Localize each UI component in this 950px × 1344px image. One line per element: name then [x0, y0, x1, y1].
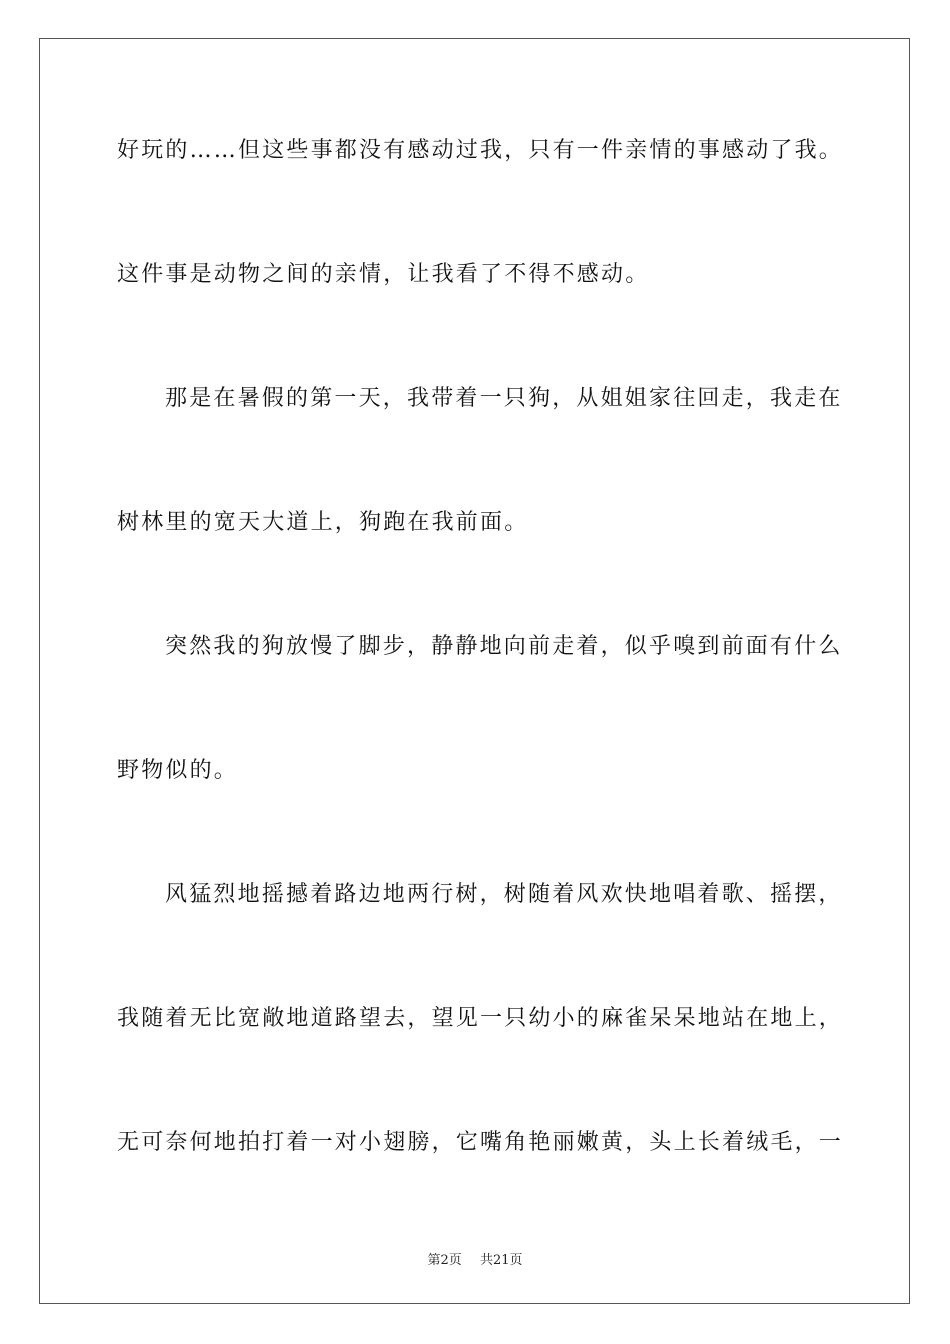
page-count: 共21页	[479, 1253, 523, 1268]
body-text-line: 那是在暑假的第一天，我带着一只狗，从姐姐家往回走，我走在	[165, 386, 843, 411]
page-footer	[0, 1249, 950, 1268]
body-text-line: 这件事是动物之间的亲情，让我看了不得不感动。	[117, 262, 650, 287]
body-text-line: 野物似的。	[117, 758, 239, 783]
page-border	[39, 38, 910, 1304]
body-text-line: 树林里的宽天大道上，狗跑在我前面。	[117, 510, 529, 535]
body-text-line: 好玩的……但这些事都没有感动过我，只有一件亲情的事感动了我。	[117, 138, 844, 163]
page-number: 第2页	[427, 1253, 462, 1268]
body-text-line: 突然我的狗放慢了脚步，静静地向前走着，似乎嗅到前面有什么	[165, 634, 843, 659]
body-text-line: 无可奈何地拍打着一对小翅膀，它嘴角艳丽嫩黄，头上长着绒毛，一	[117, 1130, 844, 1155]
body-text-line: 风猛烈地摇撼着路边地两行树，树随着风欢快地唱着歌、摇摆，	[165, 882, 843, 907]
body-text-line: 我随着无比宽敞地道路望去，望见一只幼小的麻雀呆呆地站在地上，	[117, 1006, 844, 1031]
